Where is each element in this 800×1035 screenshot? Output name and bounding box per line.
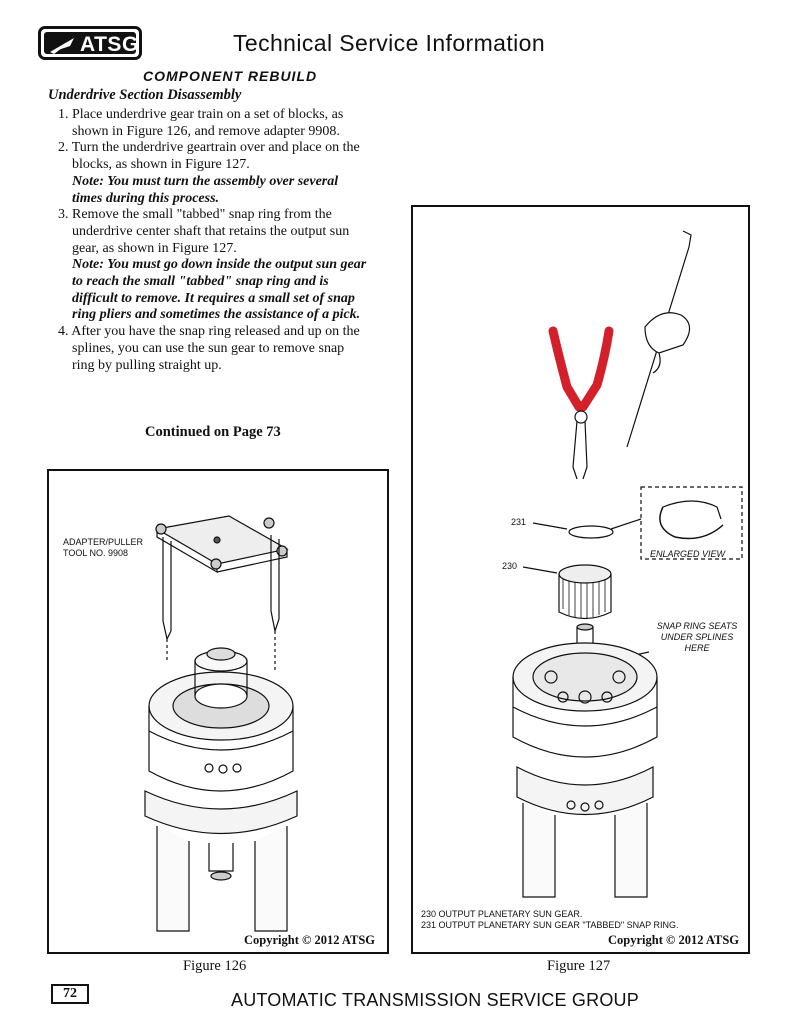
step-3-note: Note: You must go down inside the output sun gear to reach the small "tabbed" snap ring and is difficult to remove. It requires a small set of snap ring pliers and sometimes the assistance of a pick. — [72, 257, 367, 323]
logo-text: ATSG — [80, 33, 139, 56]
page-number: 72 — [51, 984, 89, 1004]
callout-230: 230 — [502, 561, 518, 571]
adapter-label-line-1: ADAPTER/PULLER — [63, 537, 144, 547]
figure-127-illustration — [413, 207, 748, 952]
legend-231: 231 OUTPUT PLANETARY SUN GEAR "TABBED" SNAP RING. — [421, 920, 679, 930]
adapter-label — [63, 537, 143, 559]
callout-231: 231 — [511, 517, 527, 527]
checkered-flag-icon — [48, 34, 78, 56]
snap-ring-note-line-1: SNAP RING SEATS — [656, 621, 738, 631]
step-3: 3. Remove the small "tabbed" snap ring from the underdrive center shaft that retains the output sun gear, as shown in Figure 127. — [58, 207, 350, 256]
instruction-steps — [58, 107, 368, 374]
step-4: 4. After you have the snap ring released and up on the splines, you can use the sun gear to remove snap ring by pulling straight up. — [58, 324, 360, 373]
page-title: Technical Service Information — [233, 30, 546, 56]
subheading: Underdrive Section Disassembly — [48, 87, 242, 103]
step-2: 2. Turn the underdrive geartrain over and place on the blocks, as shown in Figure 127. — [58, 140, 360, 173]
figure-127-caption: Figure 127 — [547, 958, 611, 974]
atsg-logo — [38, 26, 142, 60]
figure-127-frame — [411, 205, 750, 954]
footer-text: AUTOMATIC TRANSMISSION SERVICE GROUP — [231, 990, 639, 1010]
adapter-label-line-2: TOOL NO. 9908 — [63, 548, 129, 558]
figure-127-legend — [421, 909, 678, 931]
step-1: 1. Place underdrive gear train on a set of blocks, as shown in Figure 126, and remove adapter 9908. — [58, 107, 344, 139]
snap-ring-note-line-2: UNDER SPLINES — [660, 632, 734, 642]
figure-126-frame — [47, 469, 389, 954]
snap-ring-note — [651, 621, 743, 654]
step-2-note: Note: You must turn the assembly over several times during this process. — [72, 173, 339, 206]
section-title: COMPONENT REBUILD — [143, 68, 318, 84]
continued-note: Continued on Page 73 — [145, 424, 281, 440]
figure-126-copyright: Copyright © 2012 ATSG — [244, 933, 375, 947]
enlarged-view-label: ENLARGED VIEW — [650, 549, 726, 559]
snap-ring-pliers-icon — [553, 331, 609, 479]
snap-ring-note-line-3: HERE — [684, 643, 710, 653]
pick-tool-icon — [627, 231, 691, 447]
figure-126-caption: Figure 126 — [183, 958, 247, 974]
legend-230: 230 OUTPUT PLANETARY SUN GEAR. — [421, 909, 583, 919]
figure-127-copyright: Copyright © 2012 ATSG — [608, 933, 739, 947]
